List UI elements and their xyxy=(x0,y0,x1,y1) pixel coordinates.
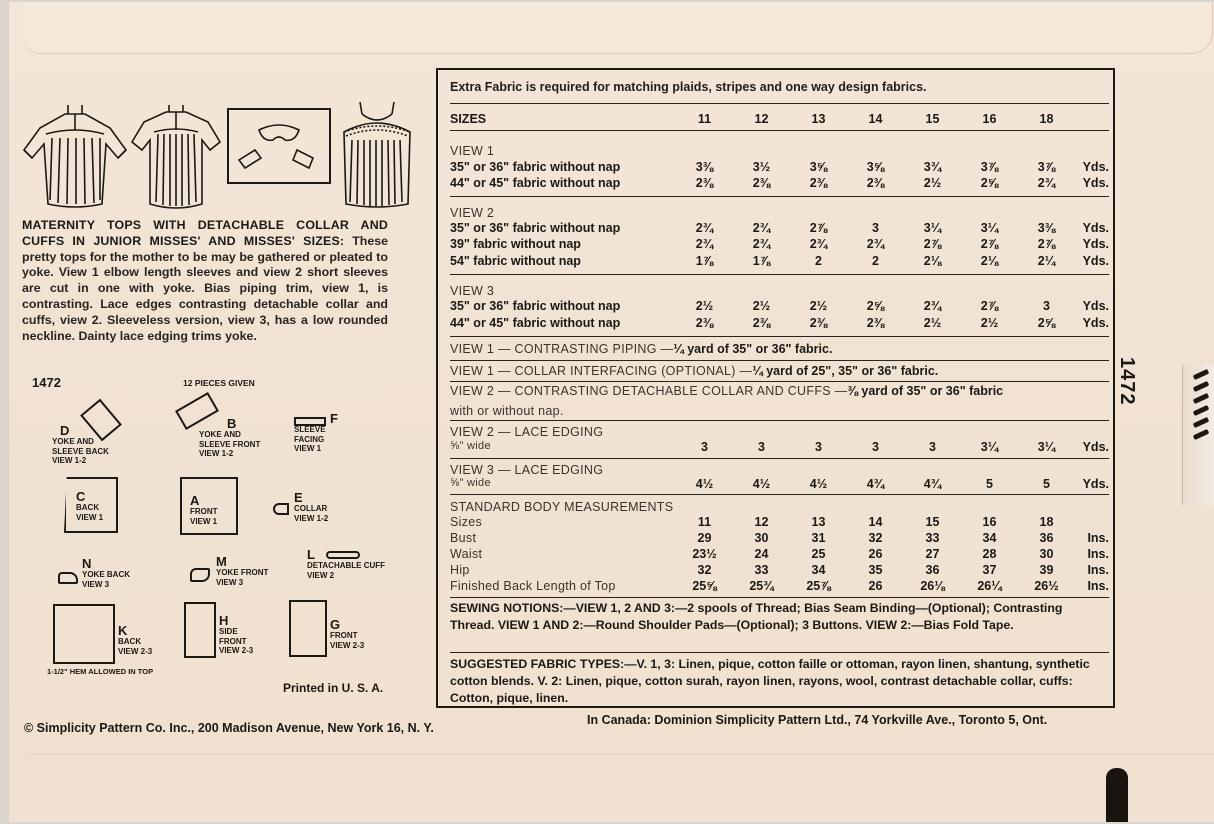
note-collar-interfacing: VIEW 1 — COLLAR INTERFACING (OPTIONAL) — ¼ yard of 25", 35" or 36" fabric. xyxy=(450,364,939,378)
suggested-fabric-types: SUGGESTED FABRIC TYPES:—V. 1, 3: Linen, pique, cotton faille or ottoman, rayon linen, shantung, synthetic cotton blends. V. 2: Linen, pique, cotton surah, rayon linen, rayons, wool, contrast detachable collar, cuffs: Cotton, pique, linen. xyxy=(450,657,1090,705)
pieces-count: 12 PIECES GIVEN xyxy=(183,378,255,388)
pattern-number: 1472 xyxy=(32,375,61,390)
printed-in-label: Printed in U. S. A. xyxy=(283,681,384,695)
measurements-hip: Hip 32 33 34 35 36 37 39 Ins. xyxy=(450,563,1109,577)
collar-cuffs-inset xyxy=(227,108,331,184)
extra-fabric-row xyxy=(450,78,1109,104)
view-3-row-44: 44" or 45" fabric without nap 2⅜ 2⅜ 2⅜ 2⅜ 2½ 2½ 2⅝ Yds. xyxy=(450,316,1109,330)
hem-note: 1-1/2" HEM ALLOWED IN TOP xyxy=(47,667,154,676)
adjacent-envelope-edge xyxy=(1182,365,1214,505)
piece-k: K BACK VIEW 2-3 xyxy=(118,623,153,656)
view-3-illustration xyxy=(338,100,416,210)
measurements-waist: Waist 23½ 24 25 26 27 28 30 Ins. xyxy=(450,547,1109,561)
note-detachable-collar: VIEW 2 — CONTRASTING DETACHABLE COLLAR AND CUFFS — ⅜ yard of 35" or 36" fabric xyxy=(450,384,1004,398)
view-2-row-35: 35" or 36" fabric without nap 2¾ 2¾ 2⅞ 3 3¼ 3¼ 3⅜ Yds. xyxy=(450,221,1109,235)
piece-e: E COLLAR VIEW 1-2 xyxy=(294,490,329,523)
view-2-row-54: 54" fabric without nap 1⅞ 1⅞ 2 2 2⅛ 2⅛ 2¼ Yds. xyxy=(450,254,1109,268)
view-1-row-35: 35" or 36" fabric without nap 3⅜ 3½ 3⅝ 3⅝ 3¾ 3⅞ 3⅞ Yds. xyxy=(450,160,1109,174)
publisher-address: © Simplicity Pattern Co. Inc., 200 Madison Avenue, New York 16, N. Y. xyxy=(24,721,434,735)
view-3-title: VIEW 3 xyxy=(450,284,495,298)
side-pattern-number: 1472 xyxy=(1116,357,1138,406)
lace-view-3-title: VIEW 3 — LACE EDGING xyxy=(450,463,604,477)
piece-g-shape xyxy=(289,600,327,657)
lace-view-2-title: VIEW 2 — LACE EDGING xyxy=(450,425,604,439)
view-2-title: VIEW 2 xyxy=(450,206,495,220)
measurements-sizes: Sizes 11 12 13 14 15 16 18 xyxy=(450,515,1054,529)
piece-a: A FRONT VIEW 1 xyxy=(190,493,218,526)
collar-cuffs-icon xyxy=(229,110,329,182)
measurements-title: STANDARD BODY MEASUREMENTS xyxy=(450,500,674,514)
piece-b: B YOKE AND SLEEVE FRONT VIEW 1-2 xyxy=(199,416,261,458)
view-1-row-44: 44" or 45" fabric without nap 2⅜ 2⅜ 2⅜ 2⅜ 2½ 2⅝ 2¾ Yds. xyxy=(450,176,1109,190)
view-3-row-35: 35" or 36" fabric without nap 2½ 2½ 2½ 2⅝ 2¾ 2⅞ 3 Yds. xyxy=(450,299,1109,313)
pattern-description xyxy=(22,218,388,344)
piece-g: G FRONT VIEW 2-3 xyxy=(330,617,365,650)
envelope-tab xyxy=(1106,768,1128,822)
piece-h-shape xyxy=(184,602,216,658)
description-title: MATERNITY TOPS WITH DETACHABLE COLLAR AND CUFFS IN JUNIOR MISSES' AND MISSES' SIZES: xyxy=(22,218,388,248)
lace-view-3-row: ⅝" wide 4½ 4½ 4½ 4¾ 4¾ 5 5 Yds. xyxy=(450,477,1109,491)
canada-address: In Canada: Dominion Simplicity Pattern Ltd., 74 Yorkville Ave., Toronto 5, Ont. xyxy=(587,713,1048,727)
yardage-chart xyxy=(436,68,1115,708)
view-illustrations xyxy=(20,100,420,210)
envelope-flap xyxy=(23,2,1213,54)
fold-line xyxy=(29,754,1214,755)
piece-h: H SIDE FRONT VIEW 2-3 xyxy=(219,613,254,655)
sizes-row: SIZES 11 12 13 14 15 16 18 xyxy=(450,112,1054,126)
piece-n-shape xyxy=(58,572,78,584)
extra-fabric-note: Extra Fabric is required for matching plaids, stripes and one way design fabrics. xyxy=(450,80,927,94)
piece-e-shape xyxy=(273,503,289,515)
view-1-illustration xyxy=(20,100,130,210)
sewing-notions: SEWING NOTIONS:—VIEW 1, 2 AND 3:—2 spools of Thread; Bias Seam Binding—(Optional); Contrasting Thread. VIEW 1 AND 2:—Round Shoulder Pads—(Optional); 3 Buttons. VIEW 2:—Bias Fold Tape. xyxy=(450,601,1063,632)
piece-n: N YOKE BACK VIEW 3 xyxy=(82,556,131,589)
note-detachable-collar-cont: with or without nap. xyxy=(450,404,564,418)
piece-d: D YOKE AND SLEEVE BACK VIEW 1-2 xyxy=(52,423,109,465)
measurements-back-length: Finished Back Length of Top 25⅝ 25¾ 25⅞ 26 26⅛ 26¼ 26½ Ins. xyxy=(450,579,1109,593)
view-2-row-39: 39" fabric without nap 2¾ 2¾ 2¾ 2¾ 2⅞ 2⅞ 2⅞ Yds. xyxy=(450,237,1109,251)
piece-c: C BACK VIEW 1 xyxy=(76,489,104,522)
lace-view-2-row: ⅝" wide 3 3 3 3 3 3¼ 3¼ Yds. xyxy=(450,440,1109,454)
view-2-illustration xyxy=(130,100,222,210)
piece-m: M YOKE FRONT VIEW 3 xyxy=(216,554,269,587)
piece-m-shape xyxy=(190,568,210,582)
piece-l: L DETACHABLE CUFF VIEW 2 xyxy=(307,547,386,580)
description-body: These pretty tops for the mother to be may be gathered or pleated to yoke. View 1 elbow length sleeves and view 2 short sleeves are cut in one with yoke. Bias piping trim, view 1, is contrasting. Lace edges contrasting detachable collar and cuffs, view 2. Sleeveless version, view 3, has a low rounded neckline. Dainty lace edging trims yoke. xyxy=(22,233,388,343)
piece-f: F SLEEVE FACING VIEW 1 xyxy=(294,411,338,453)
view-1-title: VIEW 1 xyxy=(450,144,495,158)
measurements-bust: Bust 29 30 31 32 33 34 36 Ins. xyxy=(450,531,1109,545)
note-piping: VIEW 1 — CONTRASTING PIPING — ¼ yard of 35" or 36" fabric. xyxy=(450,342,833,356)
piece-k-shape xyxy=(53,604,115,664)
